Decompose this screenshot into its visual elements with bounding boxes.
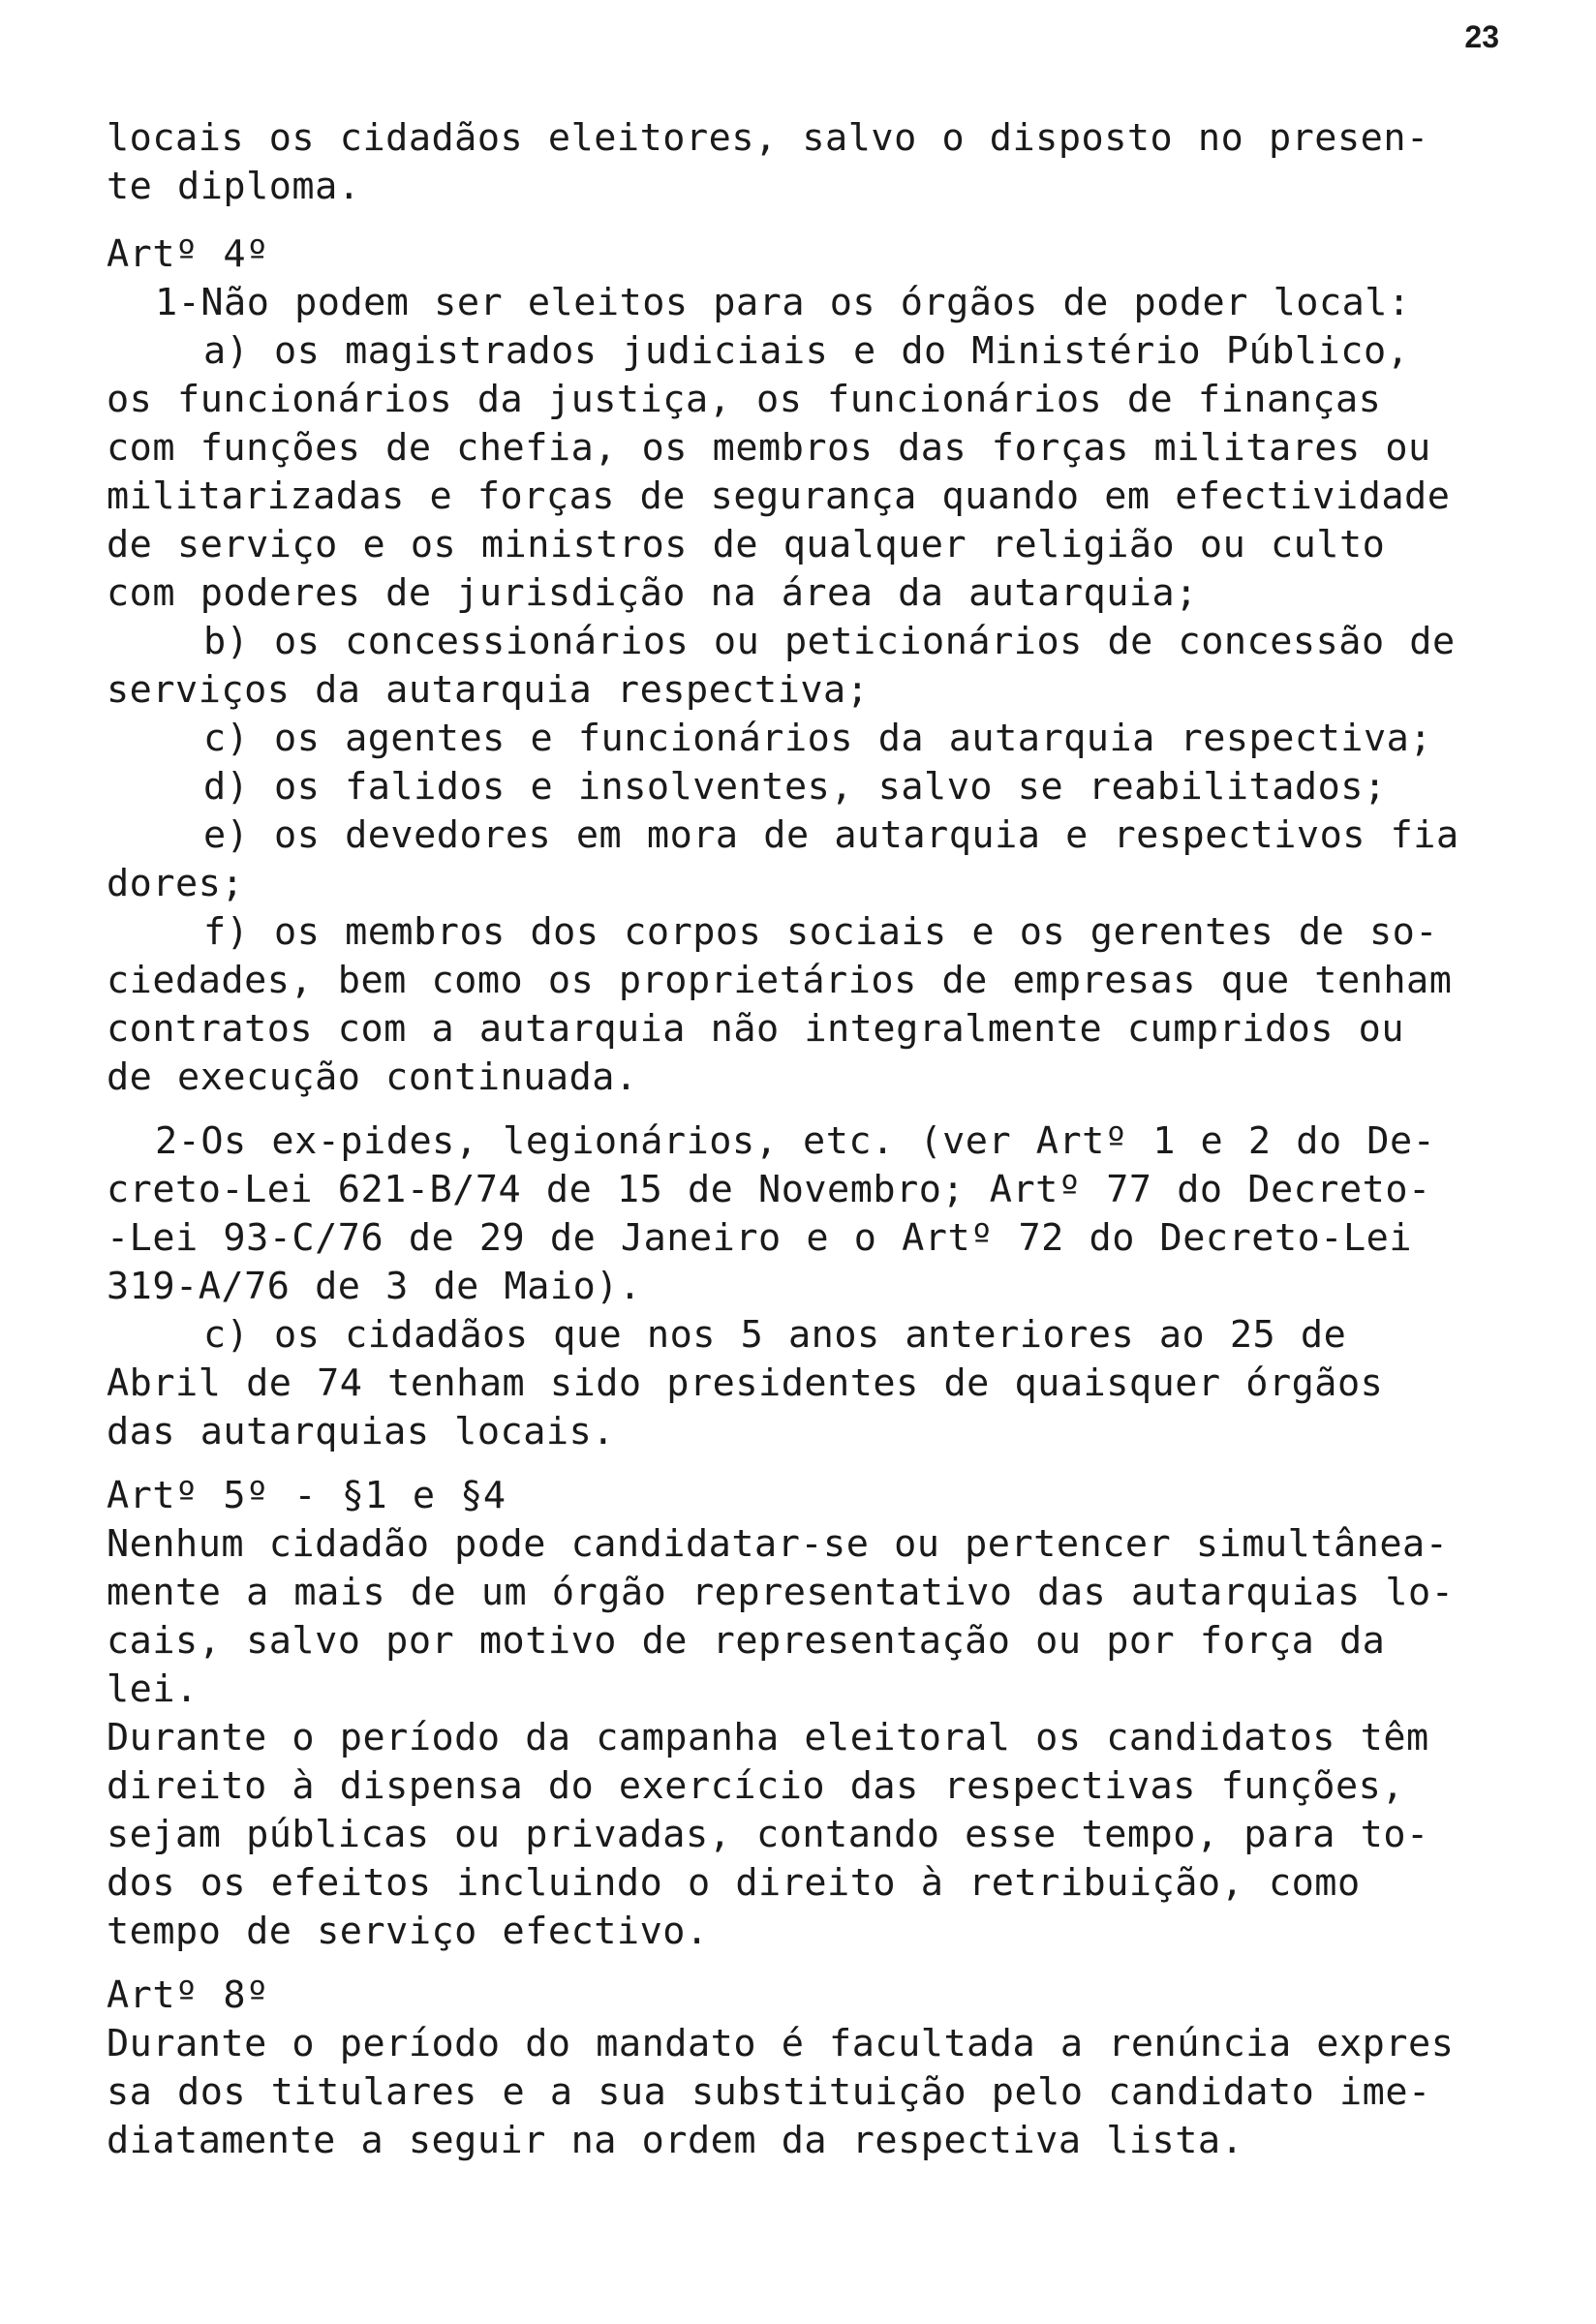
item-f-line: de execução continuada.	[107, 1055, 638, 1099]
item-d-line: d) os falidos e insolventes, salvo se reabilitados;	[203, 765, 1387, 809]
text-line: te diploma.	[107, 165, 361, 208]
article-5-para-2-line: Durante o período da campanha eleitoral os candidatos têm	[107, 1716, 1429, 1759]
item-a-line: de serviço e os ministros de qualquer religião ou culto	[107, 523, 1386, 566]
article-4-heading: Artº 4º	[107, 232, 269, 276]
article-4-item-1-intro: 1-Não podem ser eleitos para os órgãos de poder local:	[155, 281, 1411, 324]
item-a-line: com poderes de jurisdição na área da autarquia;	[107, 571, 1198, 615]
article-8-line: diatamente a seguir na ordem da respectiva lista.	[107, 2119, 1244, 2162]
item-2c-line: c) os cidadãos que nos 5 anos anteriores ao 25 de	[203, 1313, 1347, 1357]
item-2c-line: das autarquias locais.	[107, 1410, 615, 1453]
article-5-para-1-line: mente a mais de um órgão representativo das autarquias lo-	[107, 1571, 1455, 1614]
item-a-line: com funções de chefia, os membros das forças militares ou	[107, 426, 1431, 470]
article-5-para-2-line: direito à dispensa do exercício das respectivas funções,	[107, 1764, 1405, 1808]
item-b-line: serviços da autarquia respectiva;	[107, 668, 870, 712]
article-8-line: sa dos titulares e a sua substituição pelo candidato ime-	[107, 2070, 1431, 2114]
article-5-para-1-line: lei.	[107, 1667, 199, 1711]
item-a-line: militarizadas e forças de segurança quando em efectividade	[107, 474, 1451, 518]
article-5-para-2-line: sejam públicas ou privadas, contando esse tempo, para to-	[107, 1813, 1429, 1856]
item-e-line: e) os devedores em mora de autarquia e respectivos fia	[203, 813, 1459, 857]
article-4-item-2-line: creto-Lei 621-B/74 de 15 de Novembro; Artº 77 do Decreto-	[107, 1168, 1431, 1211]
article-5-para-2-line: tempo de serviço efectivo.	[107, 1910, 709, 1953]
text-line: locais os cidadãos eleitores, salvo o disposto no presen-	[107, 116, 1429, 160]
item-b-line: b) os concessionários ou peticionários de concessão de	[203, 620, 1456, 663]
item-a-line: os funcionários da justiça, os funcionários de finanças	[107, 378, 1382, 421]
article-5-heading: Artº 5º - §1 e §4	[107, 1474, 506, 1517]
item-a-line: a) os magistrados judiciais e do Ministério Público,	[203, 329, 1410, 373]
article-5-para-1-line: cais, salvo por motivo de representação ou por força da	[107, 1619, 1386, 1663]
article-4-item-2-line: -Lei 93-C/76 de 29 de Janeiro e o Artº 72 do Decreto-Lei	[107, 1216, 1413, 1260]
article-5-para-1-line: Nenhum cidadão pode candidatar-se ou pertencer simultâneа-	[107, 1522, 1449, 1566]
item-2c-line: Abril de 74 tenham sido presidentes de quaisquer órgãos	[107, 1361, 1384, 1405]
page-number: 23	[1464, 19, 1499, 54]
document-body	[107, 114, 1511, 2165]
article-8-heading: Artº 8º	[107, 1973, 269, 2017]
article-4-item-2-line: 319-A/76 de 3 de Maio).	[107, 1265, 642, 1308]
item-c-line: c) os agentes e funcionários da autarquia respectiva;	[203, 717, 1432, 760]
article-5-para-2-line: dos os efeitos incluindo o direito à retribuição, como	[107, 1861, 1361, 1905]
article-4-item-2-line: 2-Os ex-pides, legionários, etc. (ver Artº 1 e 2 do De-	[155, 1119, 1436, 1163]
item-f-line: ciedades, bem como os proprietários de empresas que tenham	[107, 959, 1453, 1002]
article-8-line: Durante o período do mandato é facultada a renúncia expres	[107, 2022, 1455, 2065]
item-e-line: dores;	[107, 862, 245, 905]
item-f-line: f) os membros dos corpos sociais e os gerentes de so-	[203, 910, 1438, 954]
item-f-line: contratos com a autarquia não integralmente cumpridos ou	[107, 1007, 1405, 1051]
